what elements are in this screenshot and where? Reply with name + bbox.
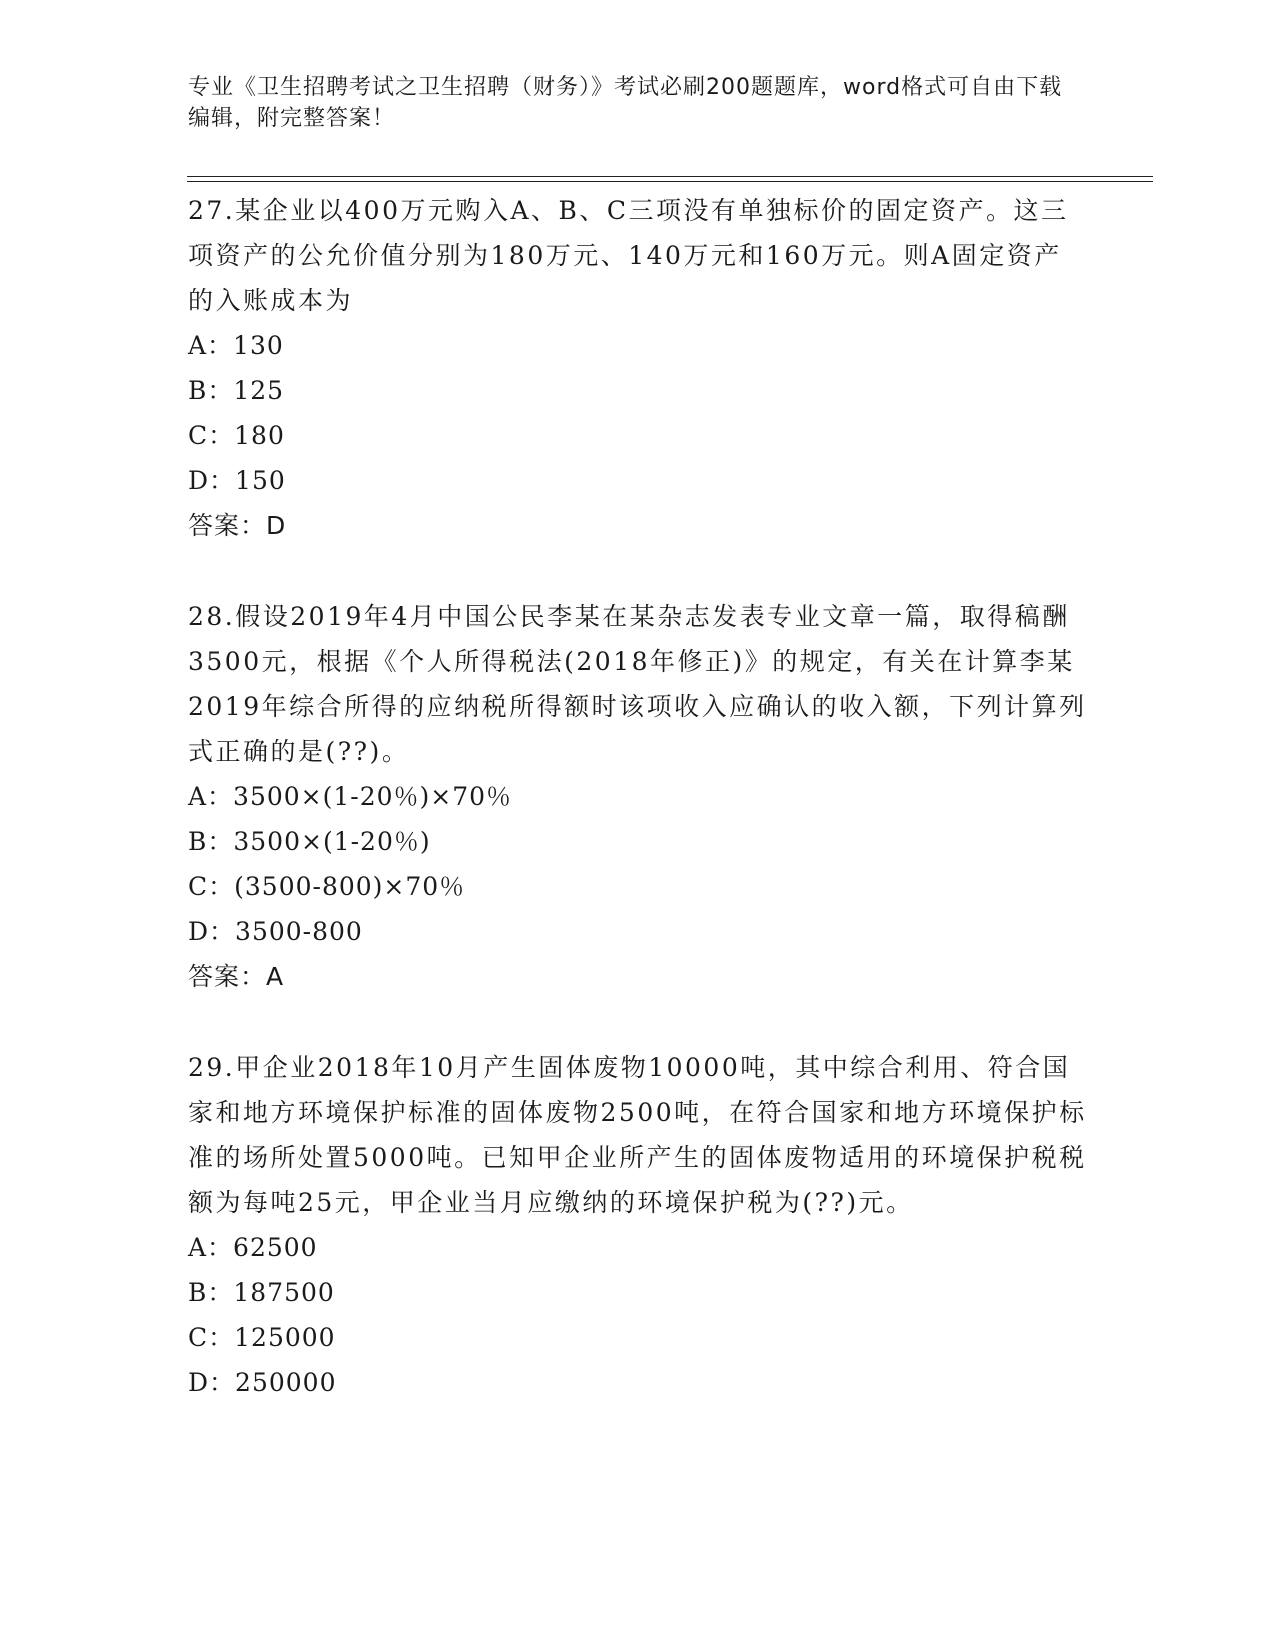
option-a: A：3500×(1-20％)×70％	[188, 782, 513, 811]
option-d: D：150	[188, 466, 286, 495]
option-c: C：125000	[188, 1323, 336, 1352]
header-divider-top	[187, 176, 1153, 177]
option-c: C：180	[188, 421, 285, 450]
option-c: C：(3500-800)×70％	[188, 872, 466, 901]
question-text: 29.甲企业2018年10月产生固体废物10000吨，其中综合利用、符合国家和地方环境保护标准的固体废物2500吨，在符合国家和地方环境保护标准的场所处置5000吨。已知甲企业所产生的固体废物适用的环境保护税税额为每吨25元，甲企业当月应缴纳的环境保护税为(??)元。	[188, 1053, 1087, 1217]
answer-line: 答案：A	[188, 962, 285, 991]
question-list	[188, 188, 1088, 1405]
option-d: D：3500-800	[188, 917, 363, 946]
option-a: A：62500	[188, 1233, 318, 1262]
question-text: 28.假设2019年4月中国公民李某在某杂志发表专业文章一篇，取得稿酬3500元，根据《个人所得税法(2018年修正)》的规定，有关在计算李某2019年综合所得的应纳税所得额时该项收入应确认的收入额，下列计算列式正确的是(??)。	[188, 602, 1087, 766]
question-text: 27.某企业以400万元购入A、B、C三项没有单独标价的固定资产。这三项资产的公允价值分别为180万元、140万元和160万元。则A固定资产的入账成本为	[188, 196, 1069, 315]
question-29	[188, 1045, 1088, 1405]
header-divider-bottom	[187, 181, 1153, 182]
question-28	[188, 594, 1088, 999]
question-27	[188, 188, 1088, 548]
option-b: B：3500×(1-20％)	[188, 827, 431, 856]
answer-line: 答案：D	[188, 511, 287, 540]
option-b: B：125	[188, 376, 285, 405]
option-b: B：187500	[188, 1278, 335, 1307]
option-a: A：130	[188, 331, 284, 360]
document-intro: 专业《卫生招聘考试之卫生招聘（财务）》考试必刷200题题库，word格式可自由下载编辑，附完整答案！	[188, 75, 1063, 131]
option-d: D：250000	[188, 1368, 337, 1397]
